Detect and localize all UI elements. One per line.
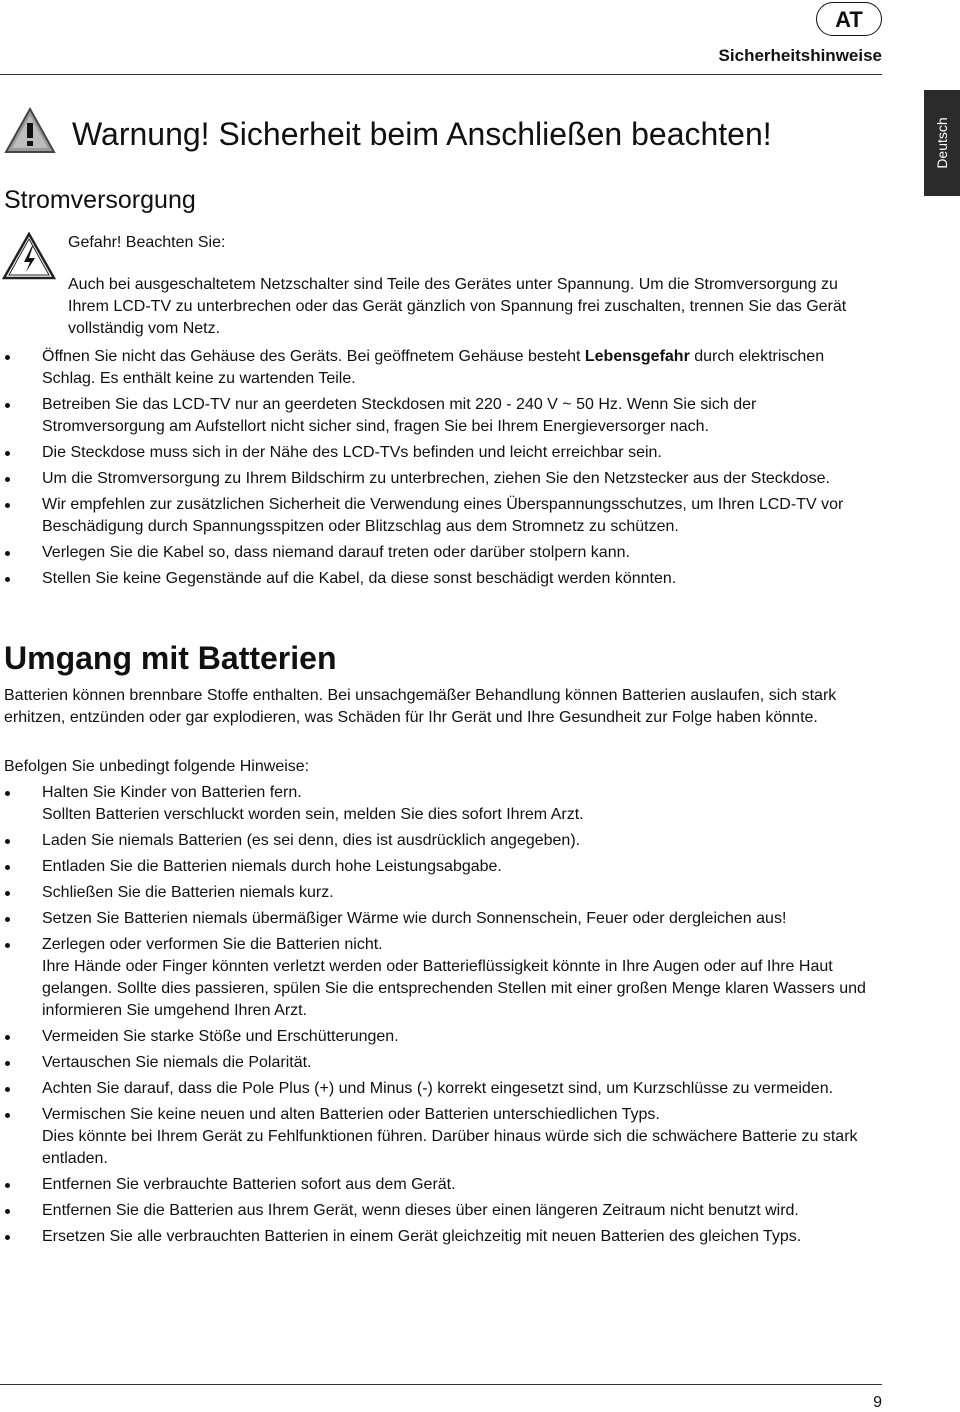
list-item-subtext: Ihre Hände oder Finger könnten verletzt werden oder Batterieflüssigkeit könnte in Ihre Augen oder auf Ihre Haut gelangen. Sollte dies passieren, spülen Sie die entsprechenden Stellen mit einer großen Menge klaren Wassers und informieren Sie umgehend Ihren Arzt. xyxy=(42,958,866,1019)
danger-label: Gefahr! Beachten Sie: xyxy=(68,234,226,251)
list-item xyxy=(0,1226,866,1248)
list-item xyxy=(0,1052,866,1074)
list-item-text: Die Steckdose muss sich in der Nähe des LCD-TVs befinden und leicht erreichbar sein. xyxy=(42,444,662,461)
list-item-emphasis: Lebensgefahr xyxy=(584,348,690,365)
header-divider xyxy=(0,74,882,75)
power-paragraph: Auch bei ausgeschaltetem Netzschalter sind Teile des Gerätes unter Spannung. Um die Stromversorgung zu Ihrem LCD-TV zu unterbrechen oder das Gerät gänzlich von Spannung frei zuschalten, trennen Sie das Gerät vollständig vom Netz. xyxy=(68,276,847,337)
list-item-text: Halten Sie Kinder von Batterien fern. xyxy=(42,784,302,801)
list-item xyxy=(0,934,866,1022)
warning-triangle-icon xyxy=(4,106,56,156)
list-item-text: Öffnen Sie nicht das Gehäuse des Geräts. Bei geöffnetem Gehäuse besteht xyxy=(42,348,585,365)
list-item-text: Ersetzen Sie alle verbrauchten Batterien in einem Gerät gleichzeitig mit neuen Batterien des gleichen Typs. xyxy=(42,1228,802,1245)
list-item xyxy=(0,442,866,464)
list-item xyxy=(0,346,866,390)
list-item-text: Entfernen Sie verbrauchte Batterien sofort aus dem Gerät. xyxy=(42,1176,456,1193)
footer-divider xyxy=(0,1384,882,1385)
list-item-text: Setzen Sie Batterien niemals übermäßiger Wärme wie durch Sonnenschein, Feuer oder dergleichen aus! xyxy=(42,910,787,927)
list-item xyxy=(0,1026,866,1048)
heading-batteries: Umgang mit Batterien xyxy=(4,640,337,676)
battery-safety-list xyxy=(0,782,866,1252)
list-item-text: Achten Sie darauf, dass die Pole Plus (+) und Minus (-) korrekt eingesetzt sind, um Kurzschlüsse zu vermeiden. xyxy=(42,1080,834,1097)
list-item-text: Laden Sie niemals Batterien (es sei denn, dies ist ausdrücklich angegeben). xyxy=(42,832,581,849)
high-voltage-icon xyxy=(2,232,56,280)
list-item xyxy=(0,394,866,438)
language-tab-label: Deutsch xyxy=(934,117,950,169)
list-item xyxy=(0,1104,866,1170)
list-item-subtext: Dies könnte bei Ihrem Gerät zu Fehlfunktionen führen. Darüber hinaus würde sich die schwächere Batterie zu stark entladen. xyxy=(42,1128,858,1167)
list-item xyxy=(0,782,866,826)
list-item-text: Entladen Sie die Batterien niemals durch hohe Leistungsabgabe. xyxy=(42,858,502,875)
list-item xyxy=(0,494,866,538)
batteries-follow-label: Befolgen Sie unbedingt folgende Hinweise: xyxy=(4,758,310,775)
list-item xyxy=(0,1174,866,1196)
batteries-intro: Batterien können brennbare Stoffe enthalten. Bei unsachgemäßer Behandlung können Batterien auslaufen, sich stark erhitzen, entzünden oder gar explodieren, was Schäden für Ihr Gerät und Ihre Gesundheit zur Folge haben könnte. xyxy=(4,687,837,726)
list-item xyxy=(0,856,866,878)
language-tab xyxy=(924,90,960,196)
list-item xyxy=(0,830,866,852)
list-item-text: Stellen Sie keine Gegenstände auf die Kabel, da diese sonst beschädigt werden könnten. xyxy=(42,570,677,587)
list-item-text: Verlegen Sie die Kabel so, dass niemand darauf treten oder darüber stolpern kann. xyxy=(42,544,630,561)
list-item xyxy=(0,1078,866,1100)
list-item xyxy=(0,908,866,930)
list-item xyxy=(0,468,866,490)
power-safety-list xyxy=(0,346,866,594)
list-item-text: Vertauschen Sie niemals die Polarität. xyxy=(42,1054,312,1071)
list-item-text: Vermischen Sie keine neuen und alten Batterien oder Batterien unterschiedlichen Typs. xyxy=(42,1106,660,1123)
list-item xyxy=(0,568,866,590)
list-item-text: Betreiben Sie das LCD-TV nur an geerdeten Steckdosen mit 220 - 240 V ~ 50 Hz. Wenn Sie sich der Stromversorgung am Aufstellort nicht sicher sind, fragen Sie bei Ihrem Energieversorger nach. xyxy=(42,396,757,435)
list-item-subtext: Sollten Batterien verschluckt worden sein, melden Sie dies sofort Ihrem Arzt. xyxy=(42,806,584,823)
list-item-text: Vermeiden Sie starke Stöße und Erschütterungen. xyxy=(42,1028,399,1045)
list-item-text: Wir empfehlen zur zusätzlichen Sicherheit die Verwendung eines Überspannungsschutzes, um Ihren LCD-TV vor Beschädigung durch Spannungsspitzen oder Blitzschlag aus dem Stromnetz zu schützen. xyxy=(42,496,844,535)
list-item xyxy=(0,1200,866,1222)
page-number: 9 xyxy=(873,1394,882,1411)
list-item-text: Zerlegen oder verformen Sie die Batterien nicht. xyxy=(42,936,383,953)
section-header: Sicherheitshinweise xyxy=(718,46,882,65)
list-item-text: Entfernen Sie die Batterien aus Ihrem Gerät, wenn dieses über einen längeren Zeitraum nicht benutzt wird. xyxy=(42,1202,799,1219)
warning-title: Warnung! Sicherheit beim Anschließen beachten! xyxy=(72,116,772,152)
heading-stromversorgung: Stromversorgung xyxy=(4,186,196,214)
list-item-text: durch elektrischen Schlag. Es enthält keine zu wartenden Teile. xyxy=(42,348,825,387)
list-item xyxy=(0,882,866,904)
list-item xyxy=(0,542,866,564)
list-item-text: Um die Stromversorgung zu Ihrem Bildschirm zu unterbrechen, ziehen Sie den Netzstecker aus der Steckdose. xyxy=(42,470,830,487)
country-code-badge: AT xyxy=(816,2,882,36)
list-item-text: Schließen Sie die Batterien niemals kurz. xyxy=(42,884,334,901)
